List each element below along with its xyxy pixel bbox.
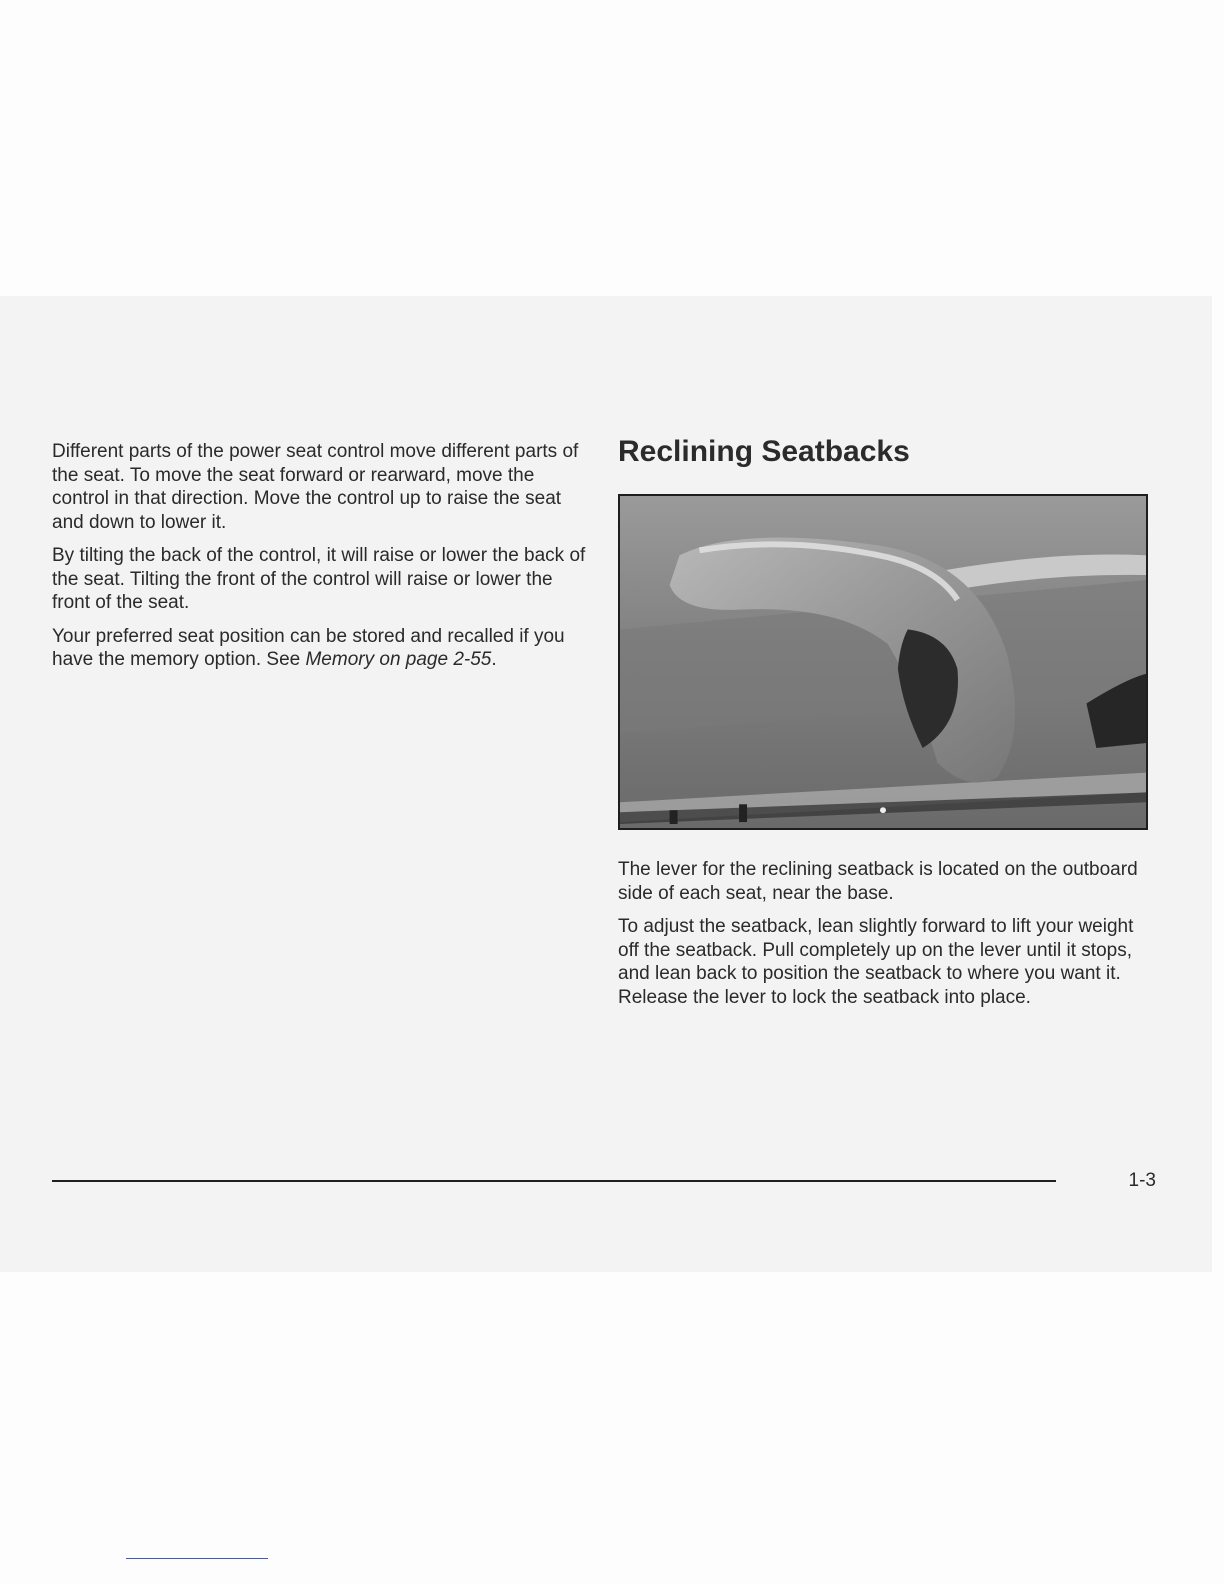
memory-paragraph (52, 625, 592, 672)
power-seat-paragraph: Different parts of the power seat control move different parts of the seat. To move the seat forward or rearward, move the control in that direction. Move the control up to raise the seat and down to lower it. (52, 441, 579, 533)
footer-rule (52, 1180, 1056, 1182)
memory-page-reference[interactable]: Memory on page 2-55 (305, 649, 492, 670)
right-column (618, 432, 1158, 1019)
adjust-seatback-paragraph: To adjust the seatback, lean slightly forward to lift your weight off the seatback. Pull completely up on the lever until it stops, and lean back to position the seatback to where you want it. Release the lever to lock the seatback into place. (618, 916, 1134, 1008)
memory-paragraph-text: Your preferred seat position can be stored and recalled if you have the memory option. See (52, 625, 565, 670)
lever-location-paragraph: The lever for the reclining seatback is located on the outboard side of each seat, near the base. (618, 859, 1138, 904)
bottom-underline-mark (126, 1558, 268, 1559)
section-heading: Reclining Seatbacks (618, 435, 910, 468)
seatback-recline-lever-photo (618, 494, 1148, 830)
left-column (52, 440, 592, 682)
memory-paragraph-end: . (491, 649, 497, 670)
photo-illustration (620, 496, 1146, 828)
seat-tilt-paragraph: By tilting the back of the control, it will raise or lower the back of the seat. Tilting the front of the control will raise or lower the front of the seat. (52, 545, 586, 613)
page-number: 1-3 (1128, 1170, 1156, 1191)
